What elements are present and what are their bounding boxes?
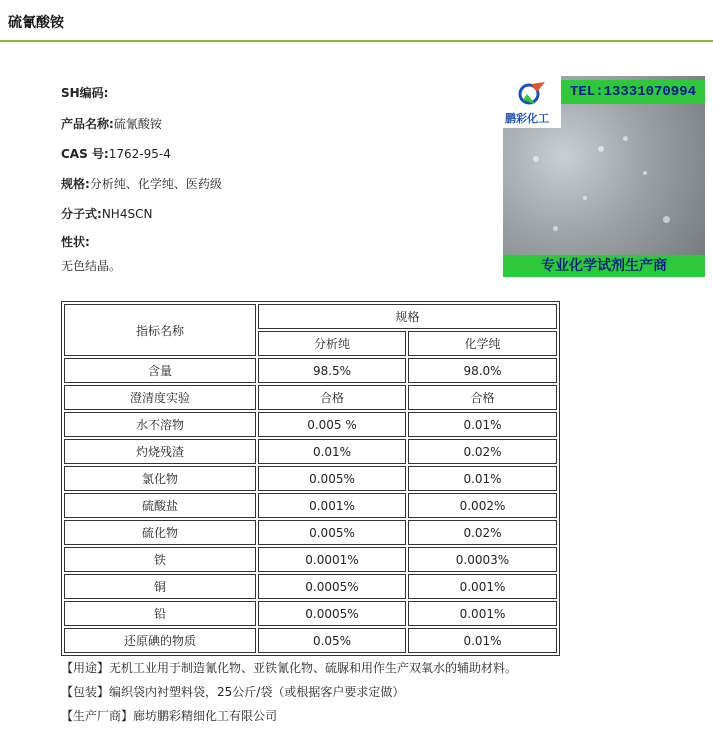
row-label: 还原碘的物质 (64, 628, 256, 653)
row-label: 硫化物 (64, 520, 256, 545)
row-label: 澄清度实验 (64, 385, 256, 410)
row-value-grade-1: 合格 (258, 385, 406, 410)
field-formula (61, 205, 152, 222)
row-label: 含量 (64, 358, 256, 383)
row-value-grade-1: 0.01% (258, 439, 406, 464)
field-product-name (61, 115, 162, 132)
header-indicator: 指标名称 (64, 304, 256, 356)
field-key: CAS 号: (61, 147, 109, 161)
row-value-grade-1: 0.0005% (258, 601, 406, 626)
field-sh-code (61, 84, 109, 101)
table-row (64, 358, 557, 383)
row-label: 水不溶物 (64, 412, 256, 437)
field-value: 1762-95-4 (108, 147, 171, 161)
row-label: 氯化物 (64, 466, 256, 491)
row-label: 灼烧残渣 (64, 439, 256, 464)
field-key: 产品名称: (61, 117, 114, 131)
slogan-banner: 专业化学试剂生产商 (503, 255, 705, 277)
tel-banner: TEL:13331070994 (561, 80, 705, 104)
field-key: 规格: (61, 177, 90, 191)
row-label: 铅 (64, 601, 256, 626)
field-appearance (61, 233, 90, 250)
row-value-grade-1: 0.001% (258, 493, 406, 518)
row-value-grade-1: 0.05% (258, 628, 406, 653)
row-label: 铜 (64, 574, 256, 599)
header-grade-2: 化学纯 (408, 331, 557, 356)
appearance-text: 无色结晶。 (61, 259, 122, 273)
row-value-grade-2: 0.01% (408, 466, 557, 491)
table-row (64, 601, 557, 626)
row-value-grade-2: 0.01% (408, 628, 557, 653)
table-row (64, 412, 557, 437)
field-key: 分子式: (61, 207, 102, 221)
row-value-grade-2: 98.0% (408, 358, 557, 383)
table-row (64, 385, 557, 410)
field-value: NH4SCN (101, 207, 153, 221)
row-value-grade-2: 0.0003% (408, 547, 557, 572)
row-label: 铁 (64, 547, 256, 572)
title-divider (0, 40, 713, 42)
row-value-grade-2: 0.02% (408, 520, 557, 545)
table-row (64, 466, 557, 491)
field-key: 性状: (61, 235, 90, 249)
table-row (64, 547, 557, 572)
company-logo (503, 76, 561, 128)
row-value-grade-2: 0.002% (408, 493, 557, 518)
field-value: 硫氰酸铵 (113, 117, 162, 131)
manufacturer-note: 【生产厂商】廊坊鹏彩精细化工有限公司 (61, 709, 278, 723)
field-value: 分析纯、化学纯、医药级 (89, 177, 222, 191)
row-value-grade-2: 0.001% (408, 601, 557, 626)
field-key: SH编码: (61, 86, 109, 100)
table-row (64, 439, 557, 464)
row-value-grade-1: 0.005 % (258, 412, 406, 437)
field-cas (61, 145, 171, 162)
row-value-grade-2: 0.01% (408, 412, 557, 437)
table-row (64, 520, 557, 545)
spec-table (61, 301, 560, 656)
row-value-grade-2: 合格 (408, 385, 557, 410)
row-value-grade-1: 0.005% (258, 520, 406, 545)
page-title: 硫氰酸铵 (8, 15, 64, 31)
header-grade-1: 分析纯 (258, 331, 406, 356)
header-spec: 规格 (258, 304, 557, 329)
row-label: 硫酸盐 (64, 493, 256, 518)
row-value-grade-2: 0.02% (408, 439, 557, 464)
row-value-grade-1: 0.0001% (258, 547, 406, 572)
logo-text: 鹏彩化工 (505, 112, 549, 125)
row-value-grade-1: 0.005% (258, 466, 406, 491)
product-image (503, 76, 705, 277)
packaging-note: 【包装】编织袋内衬塑料袋，25公斤/袋（或根据客户要求定做） (61, 685, 405, 699)
table-row (64, 574, 557, 599)
usage-note: 【用途】无机工业用于制造氰化物、亚铁氰化物、硫脲和用作生产双氧水的辅助材料。 (61, 661, 518, 675)
table-row (64, 493, 557, 518)
row-value-grade-2: 0.001% (408, 574, 557, 599)
bird-logo-icon (517, 80, 547, 106)
table-header-row (64, 304, 557, 329)
table-row (64, 628, 557, 653)
row-value-grade-1: 98.5% (258, 358, 406, 383)
field-spec (61, 175, 222, 192)
row-value-grade-1: 0.0005% (258, 574, 406, 599)
